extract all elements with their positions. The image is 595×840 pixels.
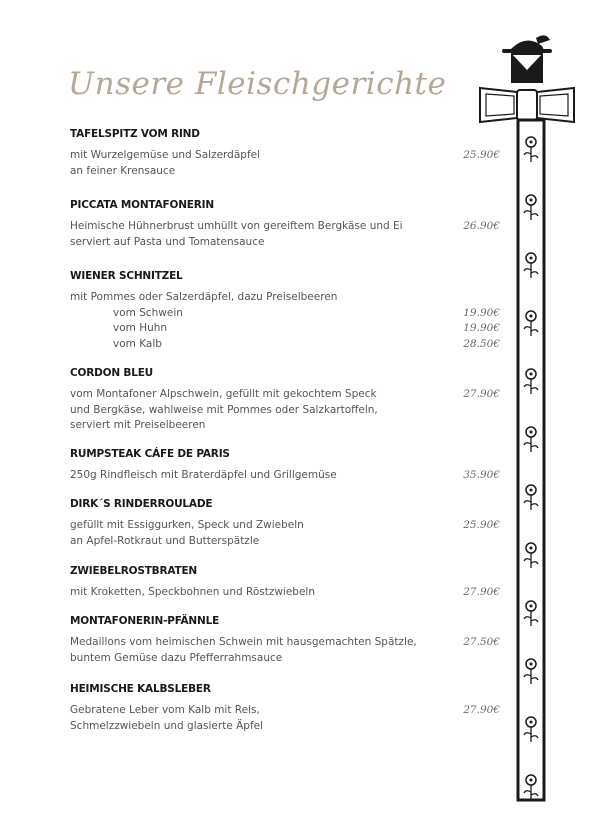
- desc-line: mit Kroketten, Speckbohnen und Röstzwiebeln: [70, 586, 316, 598]
- desc-line: serviert mit Preiselbeeren: [70, 419, 206, 431]
- variant-row: [70, 306, 510, 322]
- variant-label: vom Huhn: [113, 322, 168, 334]
- dish-name: MONTAFONERIN-PFÄNNLE: [70, 615, 220, 627]
- dish-name: WIENER SCHNITZEL: [70, 270, 183, 282]
- variant-price: 19.90€: [463, 322, 500, 334]
- desc-line: mit Wurzelgemüse und Salzerdäpfel: [70, 149, 261, 161]
- dish-price: 25.90€: [463, 519, 500, 531]
- desc-line: buntem Gemüse dazu Pfefferrahmsauce: [70, 651, 283, 664]
- page-title: Unsere Fleischgerichte: [68, 66, 447, 102]
- dish-rinderroulade: [70, 498, 510, 549]
- dish-tafelspitz: [70, 128, 510, 179]
- desc-line: 250g Rindfleisch mit Braterdäpfel und Grillgemüse: [70, 469, 337, 481]
- desc-line: mit Pommes oder Salzerdäpfel, dazu Preiselbeeren: [70, 291, 338, 303]
- dish-montafonerin-pfaennle: [70, 615, 510, 666]
- desc-line: und Bergkäse, wahlweise mit Pommes oder Salzkartoffeln,: [70, 403, 378, 416]
- variant-label: vom Schwein: [113, 306, 183, 319]
- dish-price: 27.90€: [463, 704, 500, 716]
- dish-name: CORDON BLEU: [70, 367, 153, 379]
- desc-line: Medaillons vom heimischen Schwein mit hausgemachten Spätzle,: [70, 636, 417, 648]
- dish-kalbsleber: [70, 683, 510, 734]
- desc-line: Gebratene Leber vom Kalb mit Reis,: [70, 704, 260, 716]
- dish-name: ZWIEBELROSTBRATEN: [70, 565, 197, 577]
- dish-price: 35.90€: [463, 469, 500, 481]
- dish-name: DIRK´S RINDERROULADE: [70, 498, 213, 510]
- dish-description: [70, 585, 510, 601]
- variant-label: vom Kalb: [113, 337, 162, 350]
- desc-line: serviert auf Pasta und Tomatensauce: [70, 235, 265, 248]
- dish-description: [70, 219, 510, 250]
- dish-price: 27.90€: [463, 586, 500, 598]
- dish-description: [70, 468, 510, 484]
- variant-row: [70, 337, 510, 353]
- decorative-figure-illustration: [472, 30, 582, 810]
- dish-price: 26.90€: [463, 220, 500, 232]
- dish-wiener-schnitzel: [70, 270, 510, 352]
- dish-cordon-bleu: [70, 367, 510, 434]
- dish-description: [70, 387, 510, 434]
- hat-icon: [502, 35, 552, 53]
- variant-price: 19.90€: [463, 306, 500, 319]
- face-icon: [512, 54, 542, 82]
- dish-description: [70, 148, 510, 179]
- dish-piccata: [70, 199, 510, 250]
- dish-price: 27.90€: [463, 388, 500, 400]
- dish-name: PICCATA MONTAFONERIN: [70, 199, 214, 211]
- dish-zwiebelrostbraten: [70, 565, 510, 601]
- dish-name: TAFELSPITZ VOM RIND: [70, 128, 200, 140]
- dish-rumpsteak: [70, 448, 510, 484]
- dish-description: [70, 703, 510, 734]
- desc-line: Heimische Hühnerbrust umhüllt von gereiftem Bergkäse und Ei: [70, 220, 403, 232]
- dish-name: RUMPSTEAK CÁFE DE PARIS: [70, 448, 230, 460]
- dish-price: 25.90€: [463, 149, 500, 161]
- dish-description: [70, 635, 510, 666]
- variant-price: 28.50€: [463, 337, 500, 350]
- desc-line: gefüllt mit Essiggurken, Speck und Zwiebeln: [70, 519, 304, 531]
- desc-line: Schmelzzwiebeln und glasierte Äpfel: [70, 719, 264, 732]
- band-outline: [518, 120, 544, 800]
- dish-description: [70, 290, 510, 352]
- dish-name: HEIMISCHE KALBSLEBER: [70, 683, 211, 695]
- desc-line: vom Montafoner Alpschwein, gefüllt mit gekochtem Speck: [70, 388, 377, 400]
- dish-price: 27.50€: [463, 636, 500, 648]
- desc-line: an feiner Krensauce: [70, 164, 176, 177]
- dish-description: [70, 518, 510, 549]
- variant-row: [70, 321, 510, 337]
- bow-tie-icon: [480, 88, 574, 122]
- desc-line: an Apfel-Rotkraut und Butterspätzle: [70, 534, 260, 547]
